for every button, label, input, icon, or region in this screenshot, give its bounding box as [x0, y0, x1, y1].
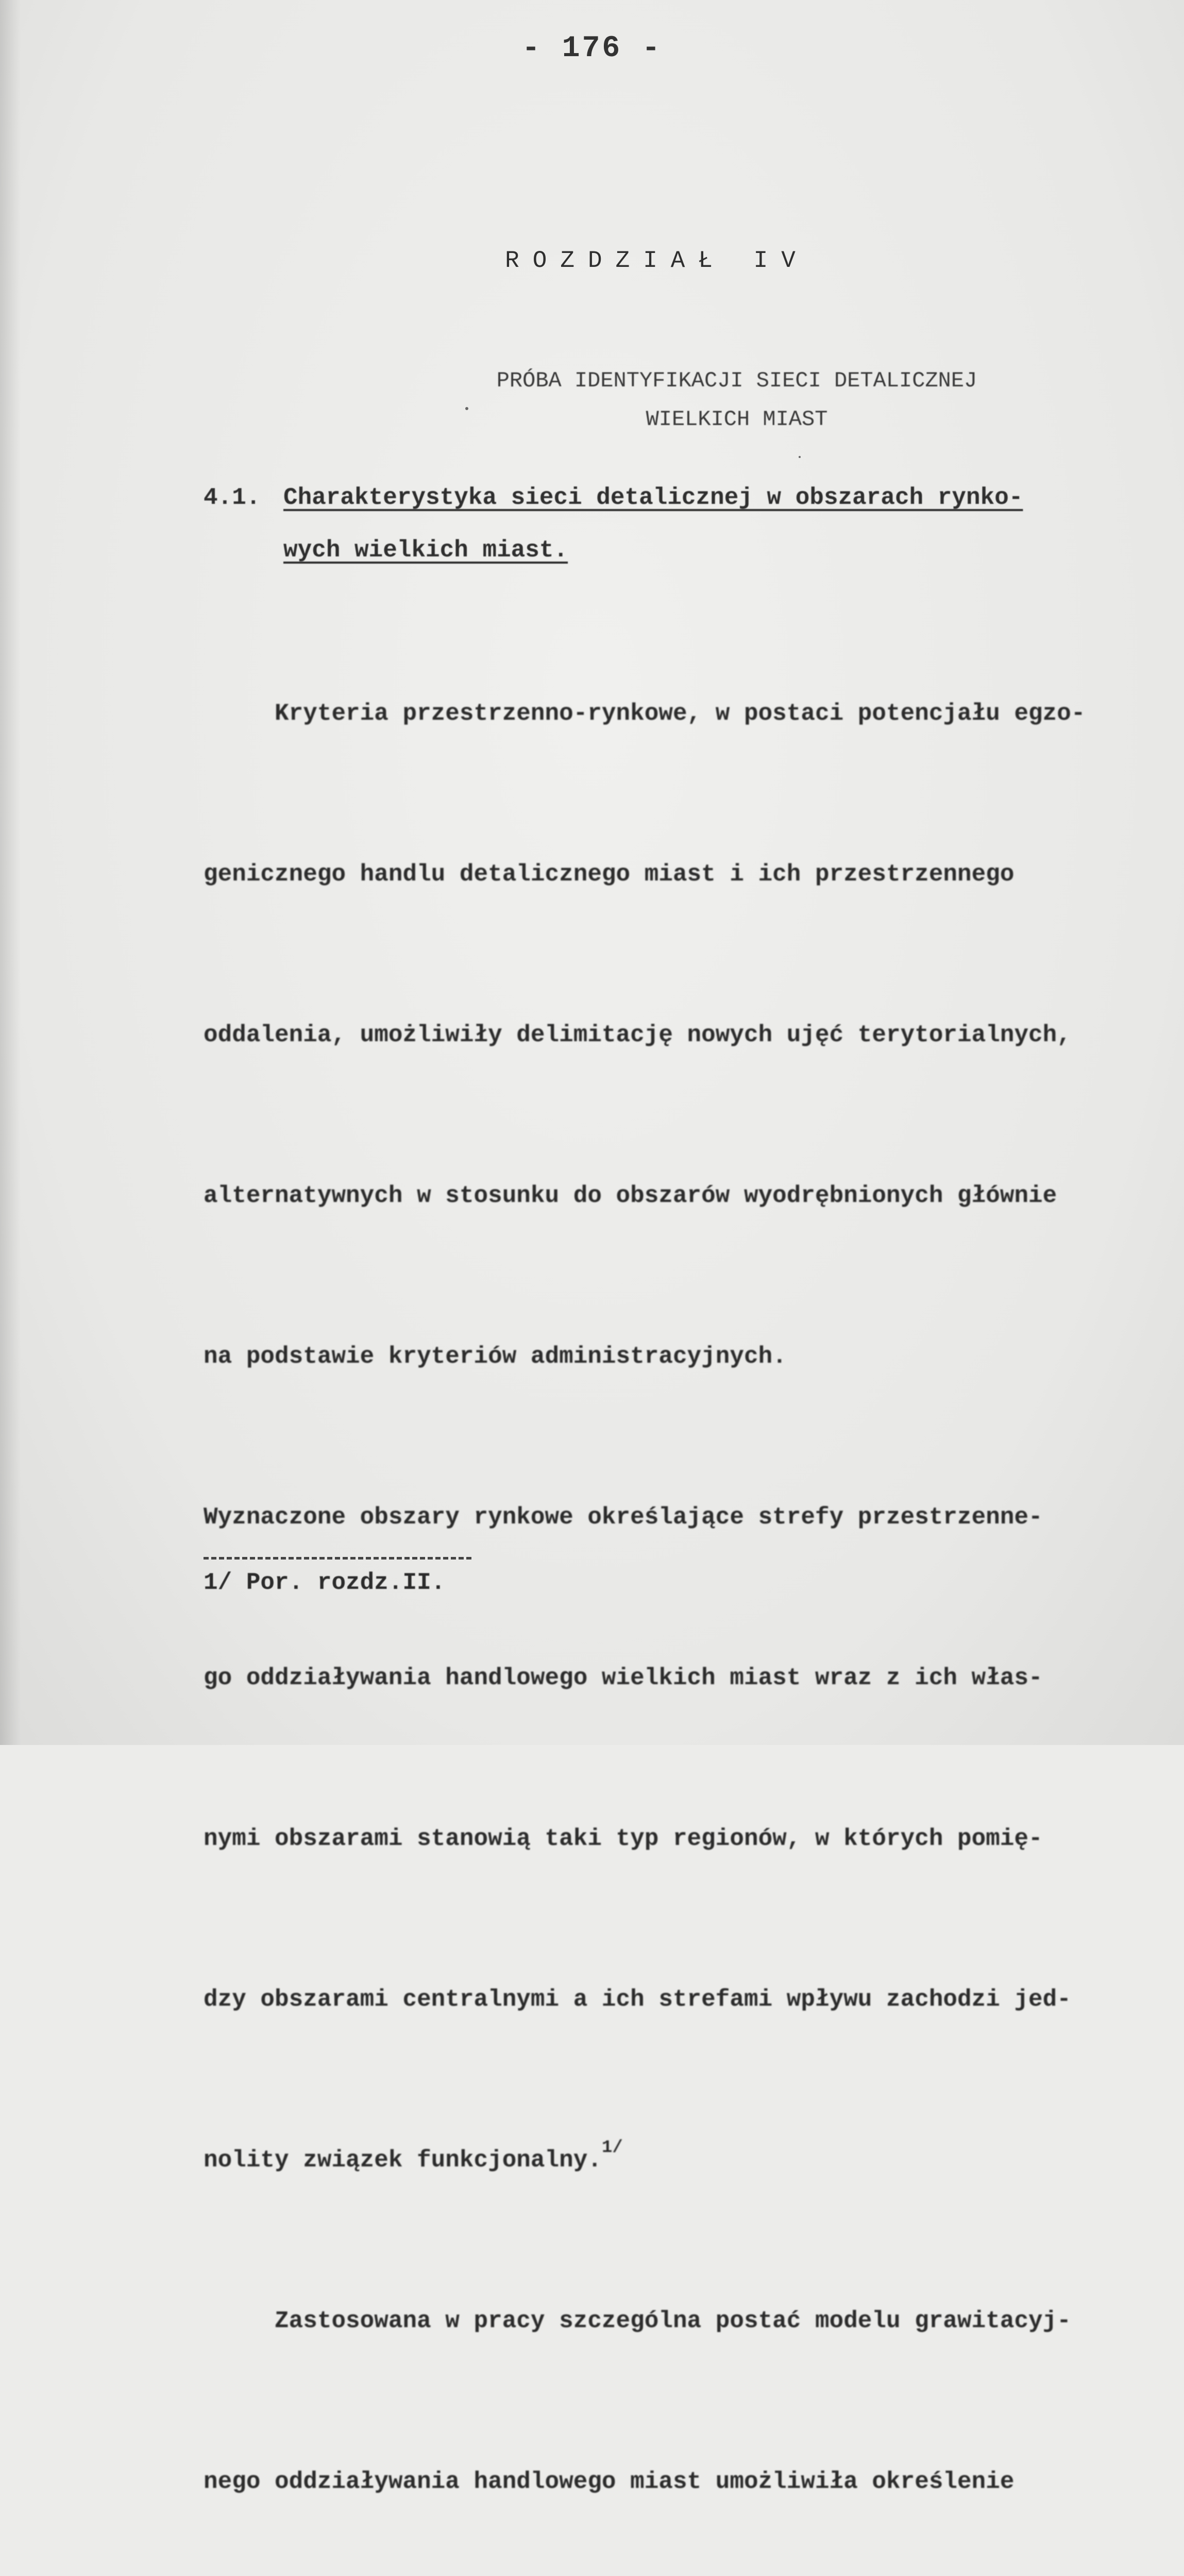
section-title-line-2: wych wielkich miast.	[283, 537, 568, 564]
text-line: genicznego handlu detalicznego miast i ich przestrzennego	[204, 861, 1014, 888]
section-heading	[204, 471, 1023, 577]
footnote: 1/ Por. rozdz.II.	[204, 1569, 446, 1596]
text-line: nolity związek funkcjonalny.	[204, 2147, 602, 2174]
text-line: alternatywnych w stosunku do obszarów wyodrębnionych głównie	[204, 1182, 1057, 1209]
text-line: nego oddziaływania handlowego miast umożliwiła określenie	[204, 2468, 1014, 2495]
chapter-heading: ROZDZIAŁ IV	[505, 247, 809, 274]
text-line: Wyznaczone obszary rynkowe określające strefy przestrzenne-	[204, 1504, 1043, 1531]
text-line: Zastosowana w pracy szczególna postać modelu grawitacyj-	[204, 2308, 1071, 2334]
text-line: Kryteria przestrzenno-rynkowe, w postaci potencjału egzo-	[204, 700, 1086, 727]
page-number: - 176 -	[522, 32, 662, 65]
text-line: na podstawie kryteriów administracyjnych.	[204, 1343, 787, 1370]
footnote-reference: 1/	[601, 2138, 623, 2158]
text-line: dzy obszarami centralnymi a ich strefami wpływu zachodzi jed-	[204, 1986, 1071, 2013]
title-line-1: PRÓBA IDENTYFIKACJI SIECI DETALICZNEJ	[496, 368, 977, 393]
title-line-2: WIELKICH MIAST	[646, 407, 828, 432]
footnote-divider	[204, 1557, 471, 1560]
text-line: nymi obszarami stanowią taki typ regionów, w których pomię-	[204, 1825, 1043, 1852]
paper-speck	[799, 456, 801, 458]
text-line: oddalenia, umożliwiły delimitację nowych ujęć terytorialnych,	[204, 1022, 1071, 1048]
text-line: go oddziaływania handlowego wielkich miast wraz z ich włas-	[204, 1665, 1043, 1691]
section-title-line-1: Charakterystyka sieci detalicznej w obszarach rynko-	[283, 484, 1023, 511]
paper-speck	[465, 407, 468, 410]
section-number: 4.1.	[204, 484, 261, 511]
text-line-with-footnote	[204, 2133, 1167, 2187]
